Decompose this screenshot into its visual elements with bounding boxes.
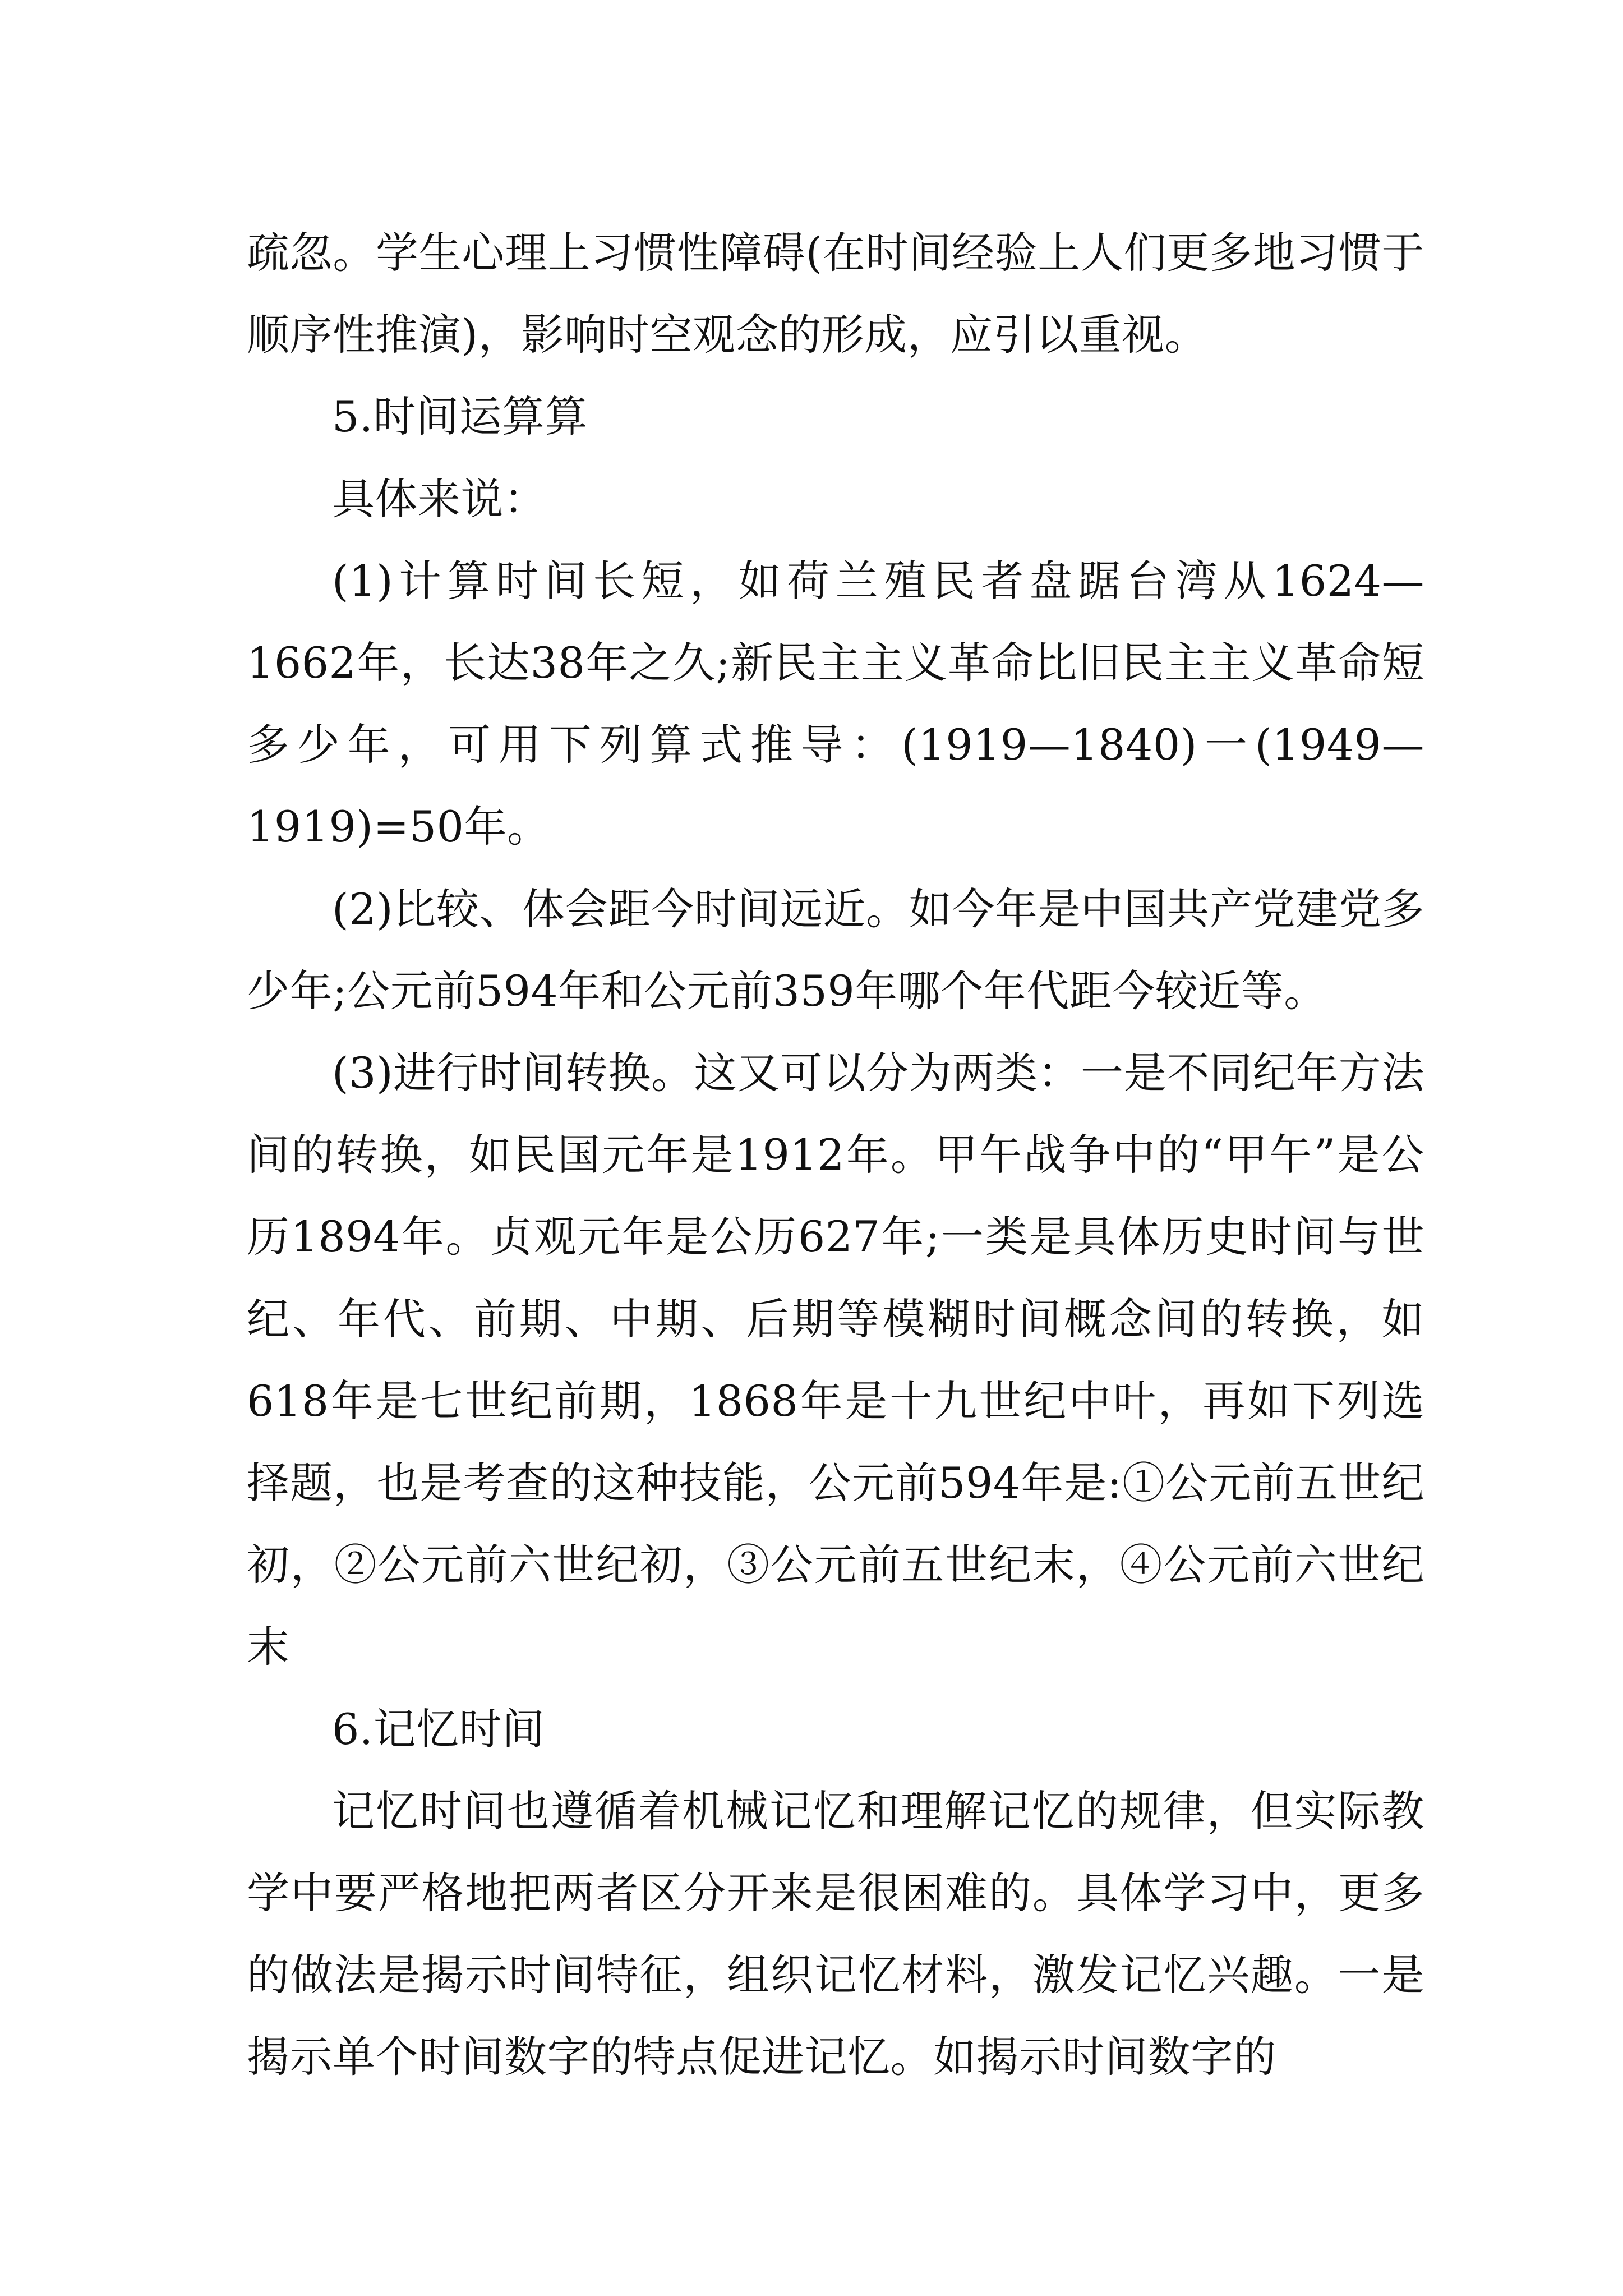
- paragraph-intro: 具体来说：: [332, 473, 547, 524]
- paragraph-item-2: (2)比较、体会距今时间远近。如今年是中国共产党建党多少年;公元前594年和公元前359年哪个年代距今较近等。: [247, 884, 1424, 1016]
- section-heading-time-calculation: 5.时间运算算: [332, 392, 588, 442]
- paragraph-item-3: (3)进行时间转换。这又可以分为两类：一是不同纪年方法间的转换，如民国元年是1912年。甲午战争中的“甲午”是公历1894年。贞观元年是公历627年;一类是具体历史时间与世纪、年代、前期、中期、后期等模糊时间概念间的转换，如618年是七世纪前期，1868年是十九世纪中叶，再如下列选择题，也是考查的这种技能，公元前594年是:①公元前五世纪初，②公元前六世纪初，③公元前五世纪末，④公元前六世纪末: [247, 1048, 1424, 1672]
- section-heading-memory: 6.记忆时间: [332, 1704, 545, 1754]
- paragraph-item-1: (1)计算时间长短，如荷兰殖民者盘踞台湾从1624—1662年，长达38年之久;新民主主义革命比旧民主主义革命短多少年，可用下列算式推导：(1919—1840)一(1949—1919)=50年。: [247, 555, 1424, 852]
- paragraph-continuation: 疏忽。学生心理上习惯性障碍(在时间经验上人们更多地习惯于顺序性推演)，影响时空观念的形成，应引以重视。: [247, 228, 1424, 360]
- paragraph-memory: 记忆时间也遵循着机械记忆和理解记忆的规律，但实际教学中要严格地把两者区分开来是很困难的。具体学习中，更多的做法是揭示时间特征，组织记忆材料，激发记忆兴趣。一是揭示单个时间数字的特点促进记忆。如揭示时间数字的: [247, 1786, 1424, 2082]
- body-text: [247, 212, 1424, 2099]
